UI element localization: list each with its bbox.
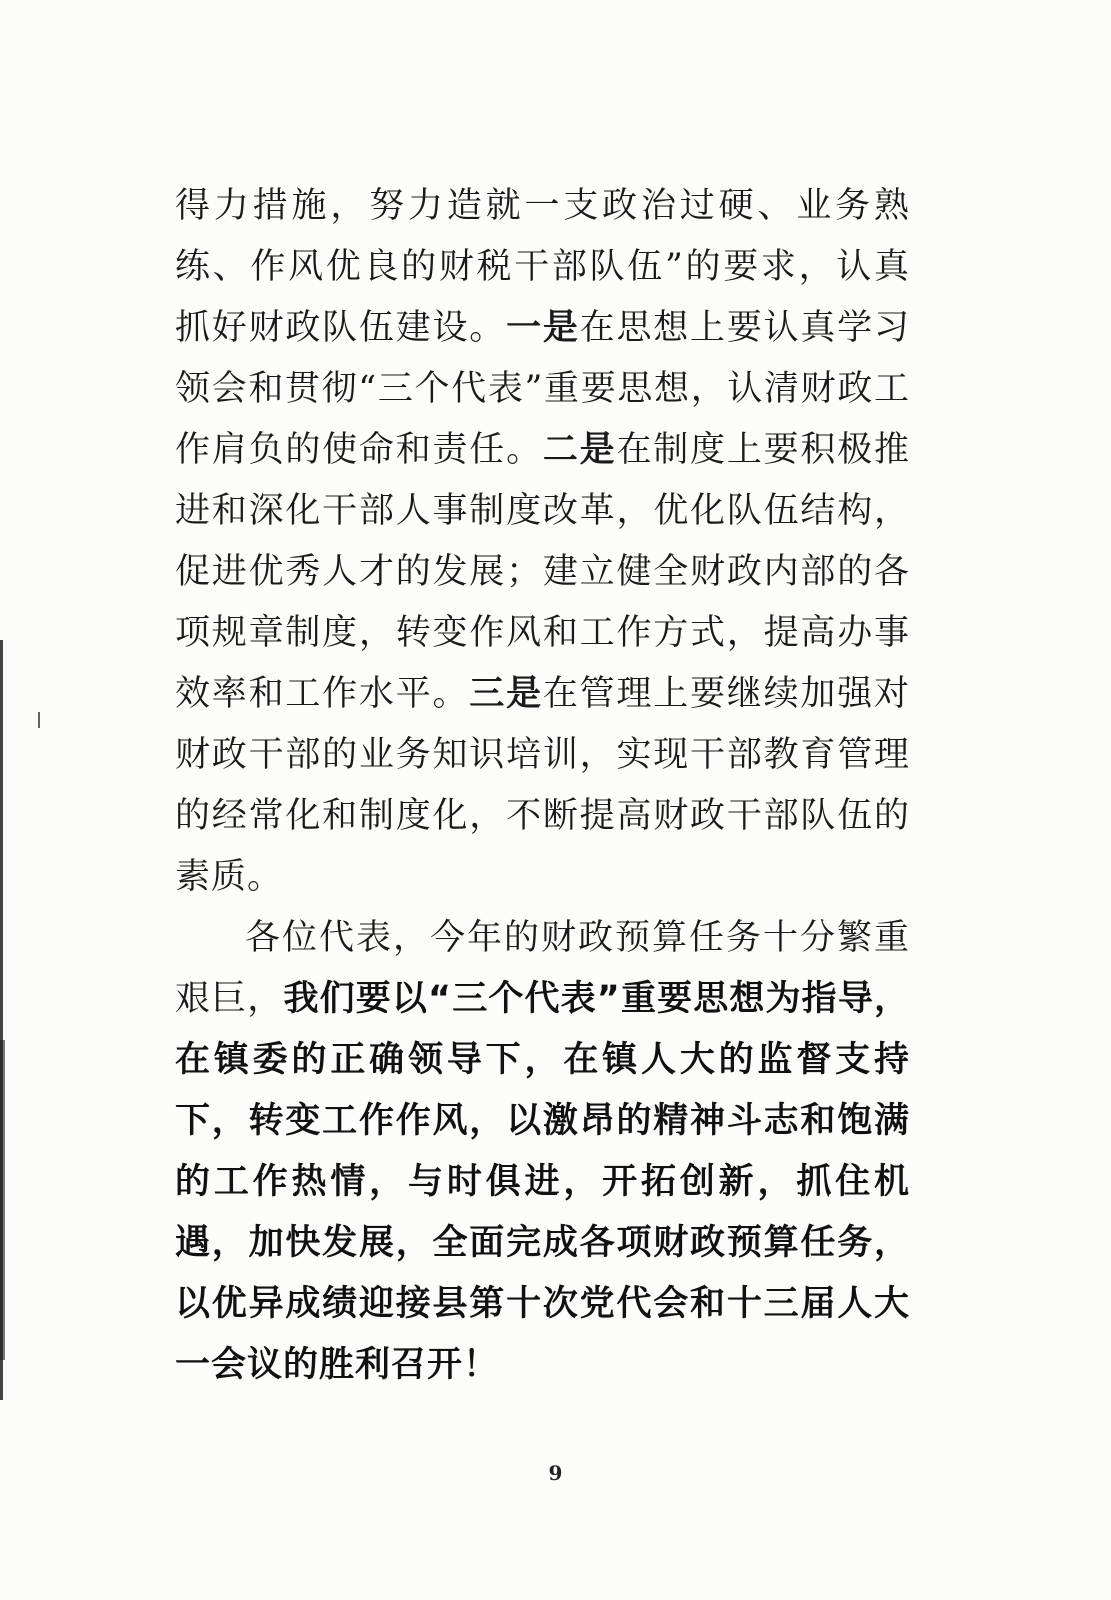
enumeration-marker-third: 三是 [469,674,543,714]
enumeration-marker-first: 一是 [506,308,580,348]
scan-edge-mark [0,1040,5,1360]
paragraph-text: 得力措施，努力造就一支政治过硬、业务熟练、作风优良的财税干部队伍”的要求，认真抓好财政队伍建设。 [175,186,910,348]
paragraph-text: 在管理上要继续加强对财政干部的业务知识培训，实现干部教育管理的经常化和制度化，不断提高财政干部队伍的素质。 [175,674,910,897]
closing-statement-bold: 我们要以“三个代表”重要思想为指导，在镇委的正确领导下，在镇人大的监督支持下，转变工作作风，以激昂的精神斗志和饱满的工作热情，与时俱进，开拓创新，抓住机遇，加快发展，全面完成各项财政预算任务，以优异成绩迎接县第十次党代会和十三届人大一会议的胜利召开！ [175,979,910,1385]
paragraph-text: 在制度上要积极推进和深化干部人事制度改革，优化队伍结构，促进优秀人才的发展；建立健全财政内部的各项规章制度，转变作风和工作方式，提高办事效率和工作水平。 [175,430,910,714]
body-text [175,176,910,1396]
page-number: 9 [548,1461,563,1485]
paragraph-text: 各位代表，今年的财政预算任务十分繁重艰巨， [175,918,910,1019]
enumeration-marker-second: 二是 [542,430,617,470]
paragraph-text: 在思想上要认真学习领会和贯彻“三个代表”重要思想，认清财政工作肩负的使命和责任。 [175,308,910,470]
paragraph-team-building [175,176,910,908]
paragraph-closing [175,908,910,1396]
scan-edge-mark [38,712,40,728]
